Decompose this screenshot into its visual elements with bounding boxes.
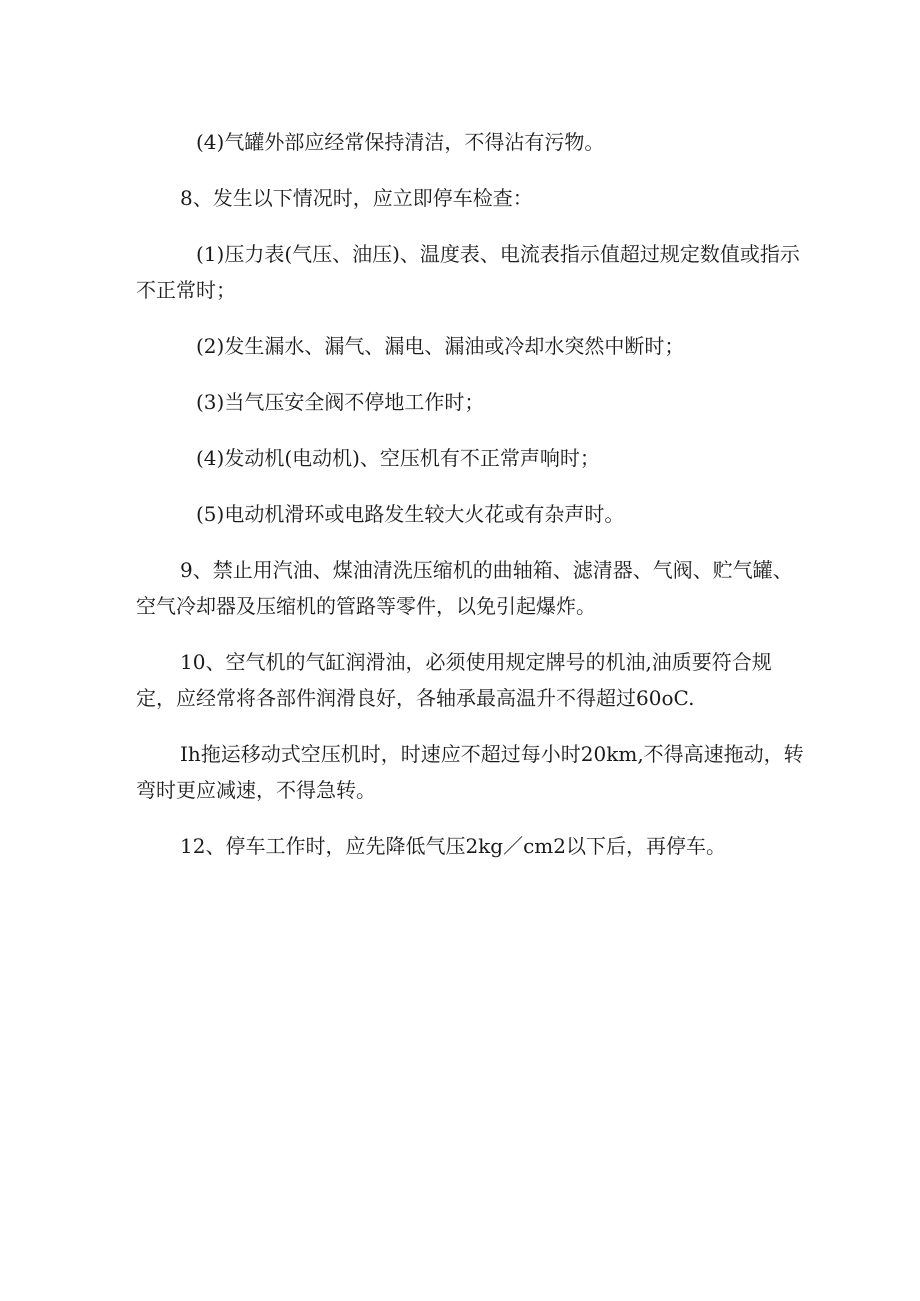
document-body bbox=[136, 124, 806, 884]
paragraph-item-1-gauges: (1)压力表(气压、油压)、温度表、电流表指示值超过规定数值或指示不正常时； bbox=[136, 242, 800, 302]
paragraph-item-5-sparks: (5)电动机滑环或电路发生较大火花或有杂声时。 bbox=[196, 502, 625, 526]
paragraph-section-8: 8、发生以下情况时，应立即停车检查： bbox=[180, 186, 533, 210]
paragraph-section-9: 9、禁止用汽油、煤油清洗压缩机的曲轴箱、滤清器、气阀、贮气罐、空气冷却器及压缩机的管路等零件，以免引起爆炸。 bbox=[136, 558, 793, 618]
paragraph-section-12: 12、停车工作时，应先降低气压2kg／cm2以下后，再停车。 bbox=[180, 834, 726, 858]
paragraph-item-4-noise: (4)发动机(电动机)、空压机有不正常声响时； bbox=[196, 446, 600, 470]
paragraph-section-11: Ih拖运移动式空压机时，时速应不超过每小时20km,不得高速拖动，转弯时更应减速，不得急转。 bbox=[136, 742, 804, 802]
paragraph-item-3-safety-valve: (3)当气压安全阀不停地工作时； bbox=[196, 390, 485, 414]
paragraph-section-10: 10、空气机的气缸润滑油，必须使用规定牌号的机油,油质要符合规定，应经常将各部件润滑良好，各轴承最高温升不得超过60oC. bbox=[136, 650, 772, 710]
paragraph-item-4-tank-clean: (4)气罐外部应经常保持清洁，不得沾有污物。 bbox=[196, 130, 605, 154]
paragraph-item-2-leaks: (2)发生漏水、漏气、漏电、漏油或冷却水突然中断时； bbox=[196, 334, 685, 358]
